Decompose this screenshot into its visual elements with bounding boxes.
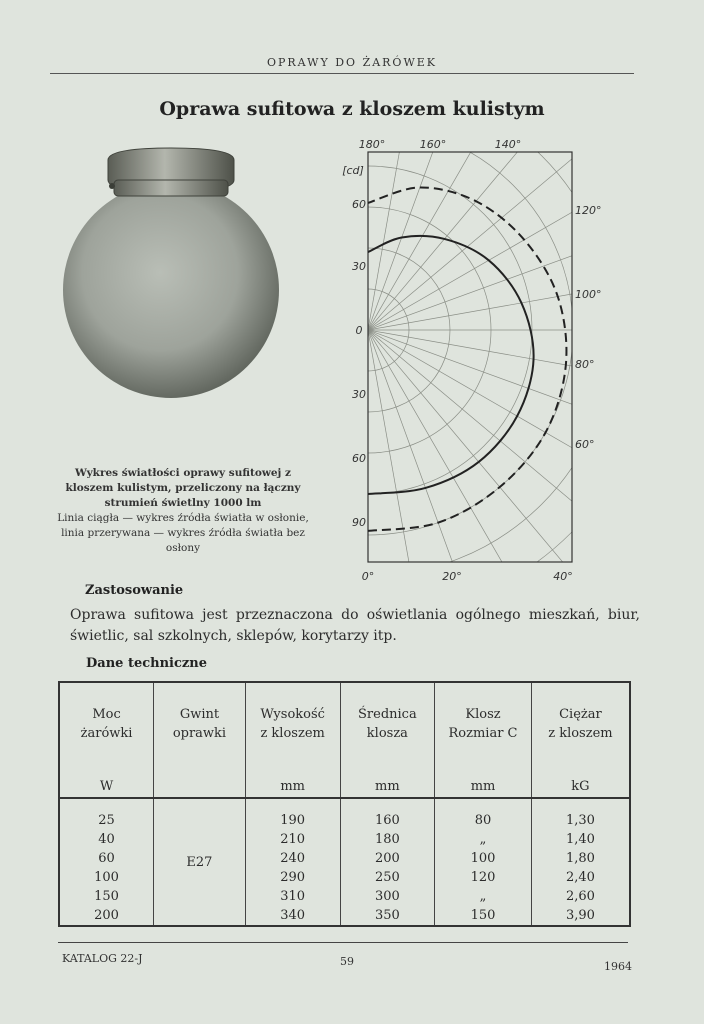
grid-ray [368,330,704,508]
table-units-row [59,777,630,798]
page-number: 59 [340,955,354,968]
angle-label-top: 180° [358,138,386,151]
lamp-screw [109,183,115,189]
column-header: Moc żarówki [59,682,154,777]
column-unit: mm [435,777,532,798]
year: 1964 [604,960,632,973]
grid-ray [368,0,546,330]
chart-labels [342,138,601,583]
polar-intensity-chart [325,132,602,592]
column-unit: mm [340,777,435,798]
angle-label-bottom: 40° [553,570,573,583]
page-title: Oprawa sufitowa z kloszem kulistym [159,98,545,120]
usage-text: Oprawa sufitowa jest przeznaczona do oświetlania ogólnego mieszkań, biur, świetlic, sal szkolnych, sklepów, korytarzy itp. [70,607,640,644]
column-values: 160 180 200 250 300 350 [340,798,435,926]
grid-ray [368,0,628,330]
table-header-row [59,682,630,777]
angle-label-right: 60° [575,438,595,451]
angle-label-top: 160° [419,138,447,151]
grid-ray [368,0,458,330]
footer-rule [58,942,628,943]
lamp-collar [114,180,228,196]
tech-data-heading: Dane techniczne [86,656,207,671]
header-rule [50,73,634,74]
radial-tick-label: 60 [352,452,366,465]
lamp-globe [63,182,279,398]
angle-label-right: 120° [575,204,602,217]
table-body-row [59,798,630,926]
grid-ray [368,330,702,728]
column-values: 190 210 240 290 310 340 [245,798,340,926]
column-header: Wysokość z kloszem [245,682,340,777]
angle-label-right: 100° [575,288,602,301]
radial-tick-label: 30 [352,260,366,273]
curve-solid [368,236,534,494]
caption-bold: Wykres światłości oprawy sufitowej z kloszem kulistym, przeliczony na łączny strumień świetlny 1000 lm [65,467,301,509]
column-values: E27 [154,798,246,926]
angle-label-right: 80° [575,358,595,371]
angle-label-top: 140° [494,138,522,151]
lamp-photo [58,140,288,410]
column-header: Średnica klosza [340,682,435,777]
column-header: Klosz Rozmiar C [435,682,532,777]
radial-tick-label: 60 [352,198,366,211]
running-head: OPRAWY DO ŻARÓWEK [266,56,438,69]
column-unit: W [59,777,154,798]
column-unit: kG [531,777,630,798]
angle-label-bottom: 0° [361,570,375,583]
angle-label-bottom: 20° [442,570,462,583]
grid-ray [368,0,704,330]
caption-normal: Linia ciągła — wykres źródła światła w osłonie, linia przerywana — wykres źródła światła bez osłony [57,512,309,554]
chart-caption [52,466,314,556]
grid-ray [368,240,704,330]
tech-data-table [58,681,631,927]
radial-tick-label: 30 [352,388,366,401]
column-unit: mm [245,777,340,798]
chart-curves [368,187,566,530]
usage-heading: Zastosowanie [85,583,184,598]
grid-ray [368,330,704,420]
grid-ray [368,152,704,330]
unit-label: [cd] [342,164,364,177]
column-header: Ciężar z kloszem [531,682,630,777]
grid-ray [368,0,702,330]
catalog-label: KATALOG 22-J [62,952,143,965]
grid-ray [368,330,704,590]
column-values: 25 40 60 100 150 200 [59,798,154,926]
column-unit [154,777,246,798]
radial-tick-label: 90 [352,516,366,529]
radial-tick-label: 0 [355,324,363,337]
column-values: 80 „ 100 120 „ 150 [435,798,532,926]
column-header: Gwint oprawki [154,682,246,777]
column-values: 1,30 1,40 1,80 2,40 2,60 3,90 [531,798,630,926]
